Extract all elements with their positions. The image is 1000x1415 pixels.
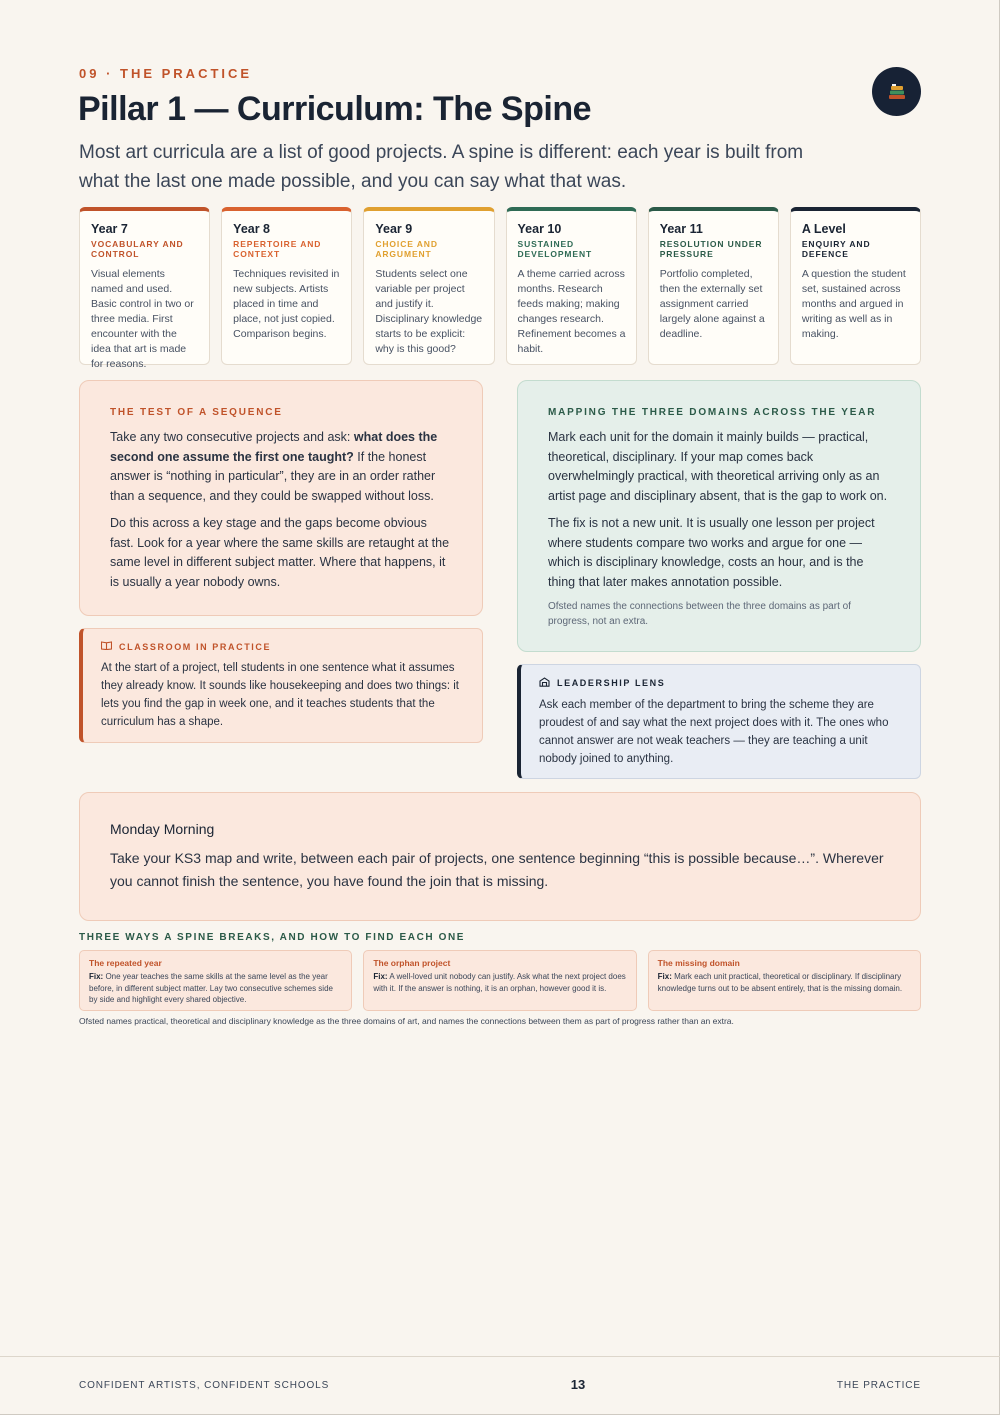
break-title: The repeated year (89, 958, 162, 968)
year-title: Year 10 (517, 222, 562, 236)
footnote: Ofsted names practical, theoretical and disciplinary knowledge as the three domains of art, and names the connections between them as part of progress rather than an extra. (79, 1016, 734, 1026)
year-card (506, 207, 637, 365)
year-title: Year 11 (659, 222, 703, 236)
year-card (648, 207, 779, 365)
break-card (363, 950, 636, 1011)
panel-body (110, 428, 452, 592)
classroom-callout (79, 628, 483, 743)
year-description: Students select one variable per project and justify it. Disciplinary knowledge starts to be explicit: why is this good? (375, 268, 483, 355)
building-icon (539, 677, 550, 689)
year-description: Techniques revisited in new subjects. Artists placed in time and place, not just copied. Comparison begins. (233, 268, 340, 340)
year-card (79, 207, 210, 370)
section-eyebrow: 09 · THE PRACTICE (79, 66, 253, 81)
year-subtitle: CHOICE AND ARGUMENT (375, 239, 438, 259)
break-text (658, 971, 911, 994)
panel-note: Ofsted names the connections between the three domains as part of progress, not an extra. (548, 601, 851, 627)
text-run: Take any two consecutive projects and ask: (110, 430, 354, 444)
monday-morning-panel (79, 792, 921, 921)
monday-title: Monday Morning (110, 821, 215, 837)
year-subtitle: RESOLUTION UNDER PRESSURE (659, 239, 763, 259)
fix-label: Fix: (373, 972, 388, 981)
callout-title-row (539, 677, 904, 689)
leadership-callout (517, 664, 921, 779)
panel-body (548, 428, 890, 592)
callout-text: Ask each member of the department to bring the scheme they are proudest of and say what the next project does with it. The ones who cannot answer are not weak teachers — they are teaching a unit nobody joined to anything. (539, 699, 889, 765)
break-title: The missing domain (657, 958, 740, 968)
page-title: Pillar 1 — Curriculum: The Spine (78, 90, 591, 128)
year-card (790, 207, 921, 365)
mapping-domains-panel (517, 380, 921, 652)
callout-title-row (101, 641, 466, 652)
test-of-sequence-panel (79, 380, 483, 616)
breaks-cards (79, 950, 921, 1011)
break-title: The orphan project (373, 958, 451, 968)
break-text (373, 971, 626, 994)
panel-kicker: MAPPING THE THREE DOMAINS ACROSS THE YEAR (548, 407, 877, 418)
fix-text: One year teaches the same skills at the same level as the year before, in different subject matter. Lay two consecutive schemes side by side and highlight every shared objective. (89, 972, 333, 1004)
year-title: Year 8 (233, 222, 271, 236)
callout-text: At the start of a project, tell students in one sentence what it assumes they already know. It sounds like housekeeping and does two things: it lets you find the gap in week one, and it teaches students that the curriculum has a shape. (101, 662, 460, 728)
panel-paragraph (110, 428, 452, 506)
break-card (79, 950, 352, 1011)
footer-divider (0, 1356, 1000, 1357)
year-title: A Level (801, 222, 846, 236)
text-run: If the honest answer is “nothing in particular”, they are in an order rather than a sequence, and they could be swapped without loss. (110, 449, 436, 503)
year-subtitle: VOCABULARY AND CONTROL (91, 239, 184, 259)
panel-kicker: THE TEST OF A SEQUENCE (110, 407, 283, 418)
year-title: Year 7 (91, 222, 128, 236)
year-description: Portfolio completed, then the externally set assignment carried largely alone against a deadline. (659, 268, 765, 340)
break-card (648, 950, 921, 1011)
year-card (363, 207, 494, 365)
fix-text: A well-loved unit nobody can justify. Ask what the next project does with it. If the answer is nothing, it is an orphan, however good it is. (373, 972, 626, 993)
year-subtitle: ENQUIRY AND DEFENCE (801, 239, 871, 259)
footer-publication: CONFIDENT ARTISTS, CONFIDENT SCHOOLS (79, 1380, 330, 1391)
year-description: A theme carried across months. Research feeds making; making changes research. Refinement becomes a habit. (517, 268, 626, 355)
fix-label: Fix: (89, 972, 104, 981)
callout-title: CLASSROOM IN PRACTICE (119, 641, 272, 652)
books-icon (872, 67, 921, 116)
year-subtitle: REPERTOIRE AND CONTEXT (233, 239, 322, 259)
panel-paragraph: Do this across a key stage and the gaps become obvious fast. Look for a year where the same skills are retaught at the same level in different subject matter. Where that happens, it is usually a year nobody owns. (110, 516, 450, 589)
footer-section: THE PRACTICE (836, 1380, 921, 1391)
lead-paragraph: Most art curricula are a list of good projects. A spine is different: each year is built from what the last one made possible, and you can say what that was. (79, 142, 804, 192)
panel-paragraph: Mark each unit for the domain it mainly builds — practical, theoretical, disciplinary. If your map comes back overwhelmingly practical, with theoretical arriving only as an artist page and disciplinary absent, that is the gap to work on. (548, 430, 888, 503)
monday-text: Take your KS3 map and write, between each pair of projects, one sentence beginning “this is possible because…”. Wherever you cannot finish the sentence, you have found the join that is missing. (110, 850, 884, 889)
panel-paragraph: The fix is not a new unit. It is usually one lesson per project where students compare two works and argue for one — which is disciplinary knowledge, costs an hour, and is the thing that later makes annotation possible. (548, 516, 875, 589)
fix-text: Mark each unit practical, theoretical or disciplinary. If disciplinary knowledge turns out to be absent entirely, that is the missing domain. (657, 972, 903, 993)
year-subtitle: SUSTAINED DEVELOPMENT (517, 239, 593, 259)
year-title: Year 9 (375, 222, 413, 236)
year-card (221, 207, 352, 365)
open-book-icon (101, 641, 112, 652)
fix-label: Fix: (657, 972, 672, 981)
breaks-heading: THREE WAYS A SPINE BREAKS, AND HOW TO FIND EACH ONE (79, 932, 466, 943)
year-description: Visual elements named and used. Basic control in two or three media. First encounter with the idea that art is made for reasons. (91, 268, 194, 370)
break-text (89, 971, 342, 1006)
year-cards (79, 207, 921, 370)
page-number: 13 (570, 1377, 586, 1392)
callout-title: LEADERSHIP LENS (557, 678, 666, 688)
bold-question: what does the second one assume the first one taught? (110, 430, 438, 464)
year-description: A question the student set, sustained across months and argued in writing as well as in making. (801, 268, 906, 340)
